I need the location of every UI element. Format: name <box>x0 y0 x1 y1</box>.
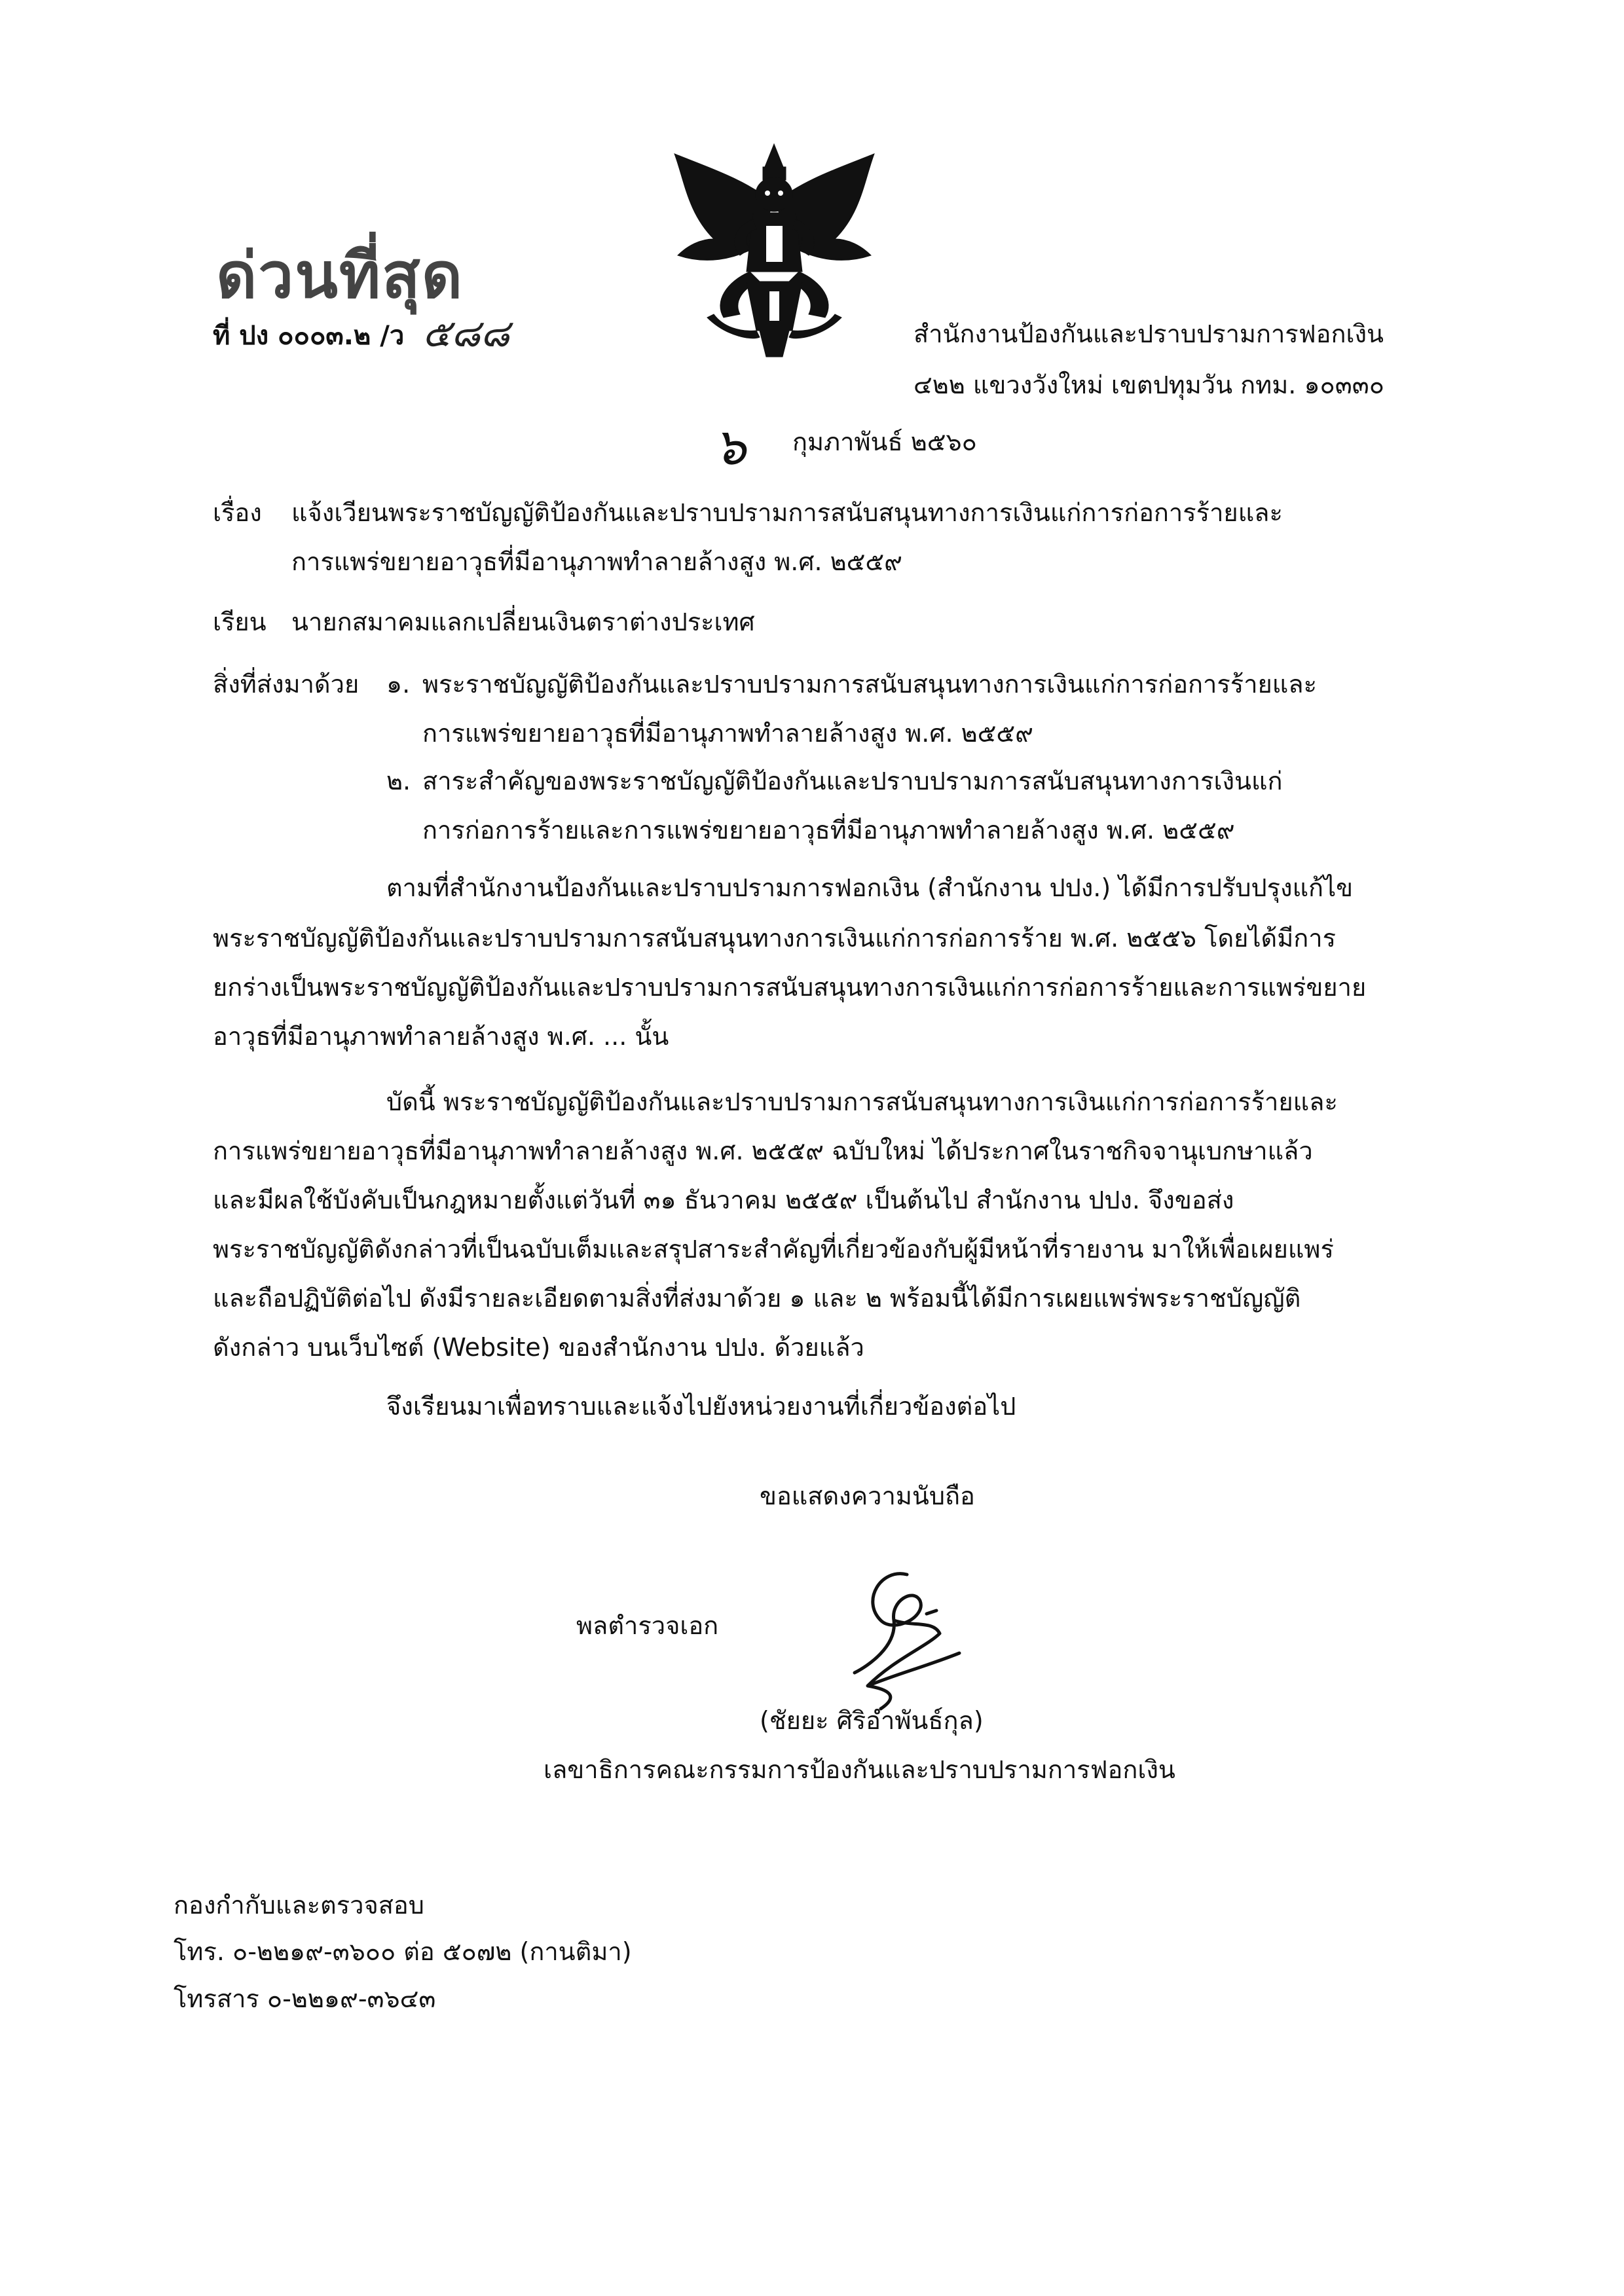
signatory-rank: พลตำรวจเอก <box>576 1611 719 1640</box>
closing-request: จึงเรียนมาเพื่อทราบและแจ้งไปยังหน่วยงานที่เกี่ยวข้องต่อไป <box>386 1392 1016 1421</box>
attachments-label: สิ่งที่ส่งมาด้วย <box>213 670 360 699</box>
signatory-name: (ชัยยะ ศิริอำพันธ์กุล) <box>760 1706 984 1735</box>
body-paragraph-line: อาวุธที่มีอานุภาพทำลายล้างสูง พ.ศ. ... นั้น <box>213 1022 669 1051</box>
body-paragraph-line: ตามที่สำนักงานป้องกันและปราบปรามการฟอกเงิน (สำนักงาน ปปง.) ได้มีการปรับปรุงแก้ไข <box>386 873 1354 902</box>
attachment-number: ๑. <box>386 670 411 699</box>
body-paragraph-line: ยกร่างเป็นพระราชบัญญัติป้องกันและปราบปรามการสนับสนุนทางการเงินแก่การก่อการร้ายและการแพร่ขยาย <box>213 973 1367 1002</box>
attachment-number: ๒. <box>386 767 411 795</box>
body-paragraph-line: การแพร่ขยายอาวุธที่มีอานุภาพทำลายล้างสูง พ.ศ. ๒๕๕๙ ฉบับใหม่ ได้ประกาศในราชกิจจานุเบกษาแล้ว <box>213 1137 1313 1165</box>
subject-line: แจ้งเวียนพระราชบัญญัติป้องกันและปราบปรามการสนับสนุนทางการเงินแก่การก่อการร้ายและ <box>291 498 1283 527</box>
handwritten-signature <box>828 1555 999 1725</box>
document-number: ที่ ปง ๐๐๐๓.๒ /ว <box>213 321 405 351</box>
attachment-line: พระราชบัญญัติป้องกันและปราบปรามการสนับสนุนทางการเงินแก่การก่อการร้ายและ <box>422 670 1317 699</box>
garuda-emblem-icon <box>661 141 887 363</box>
body-paragraph-line: และมีผลใช้บังคับเป็นกฎหมายตั้งแต่วันที่ ๓๑ ธันวาคม ๒๕๕๙ เป็นต้นไป สำนักงาน ปปง. จึงขอส่ง <box>213 1186 1234 1214</box>
recipient-value: นายกสมาคมแลกเปลี่ยนเงินตราต่างประเทศ <box>291 608 755 636</box>
date-day-handwritten: ๖ <box>714 418 747 477</box>
fax-number: โทรสาร ๐-๒๒๑๙-๓๖๔๓ <box>174 1984 436 2013</box>
recipient-label: เรียน <box>213 608 267 636</box>
body-paragraph-line: พระราชบัญญัติป้องกันและปราบปรามการสนับสนุนทางการเงินแก่การก่อการร้าย พ.ศ. ๒๕๕๖ โดยได้มีการ <box>213 924 1337 953</box>
body-paragraph-line: พระราชบัญญัติดังกล่าวที่เป็นฉบับเต็มและสรุปสาระสำคัญที่เกี่ยวข้องกับผู้มีหน้าที่รายงาน มาให้เพื่อเผยแพร่ <box>213 1235 1334 1264</box>
attachment-line: สาระสำคัญของพระราชบัญญัติป้องกันและปราบปรามการสนับสนุนทางการเงินแก่ <box>422 767 1283 795</box>
subject-line: การแพร่ขยายอาวุธที่มีอานุภาพทำลายล้างสูง พ.ศ. ๒๕๕๙ <box>291 547 903 576</box>
agency-address: ๔๒๒ แขวงวังใหม่ เขตปทุมวัน กทม. ๑๐๓๓๐ <box>913 371 1384 399</box>
body-paragraph-line: และถือปฏิบัติต่อไป ดังมีรายละเอียดตามสิ่งที่ส่งมาด้วย ๑ และ ๒ พร้อมนี้ได้มีการเผยแพร่พระราชบัญญัติ <box>213 1284 1301 1313</box>
body-paragraph-line: บัดนี้ พระราชบัญญัติป้องกันและปราบปรามการสนับสนุนทางการเงินแก่การก่อการร้ายและ <box>386 1087 1338 1116</box>
attachment-line: การแพร่ขยายอาวุธที่มีอานุภาพทำลายล้างสูง พ.ศ. ๒๕๕๙ <box>422 719 1034 748</box>
attachment-line: การก่อการร้ายและการแพร่ขยายอาวุธที่มีอานุภาพทำลายล้างสูง พ.ศ. ๒๕๕๙ <box>422 816 1235 845</box>
phone-number: โทร. ๐-๒๒๑๙-๓๖๐๐ ต่อ ๕๐๗๒ (กานติมา) <box>174 1937 632 1966</box>
document-number-handwritten: ๕๘๘ <box>422 311 510 355</box>
complimentary-close: ขอแสดงความนับถือ <box>760 1482 975 1510</box>
division-name: กองกำกับและตรวจสอบ <box>174 1891 424 1920</box>
urgency-heading: ด่วนที่สุด <box>216 239 464 312</box>
subject-label: เรื่อง <box>213 498 262 527</box>
agency-name: สำนักงานป้องกันและปราบปรามการฟอกเงิน <box>913 319 1384 348</box>
body-paragraph-line: ดังกล่าว บนเว็บไซต์ (Website) ของสำนักงาน ปปง. ด้วยแล้ว <box>213 1333 864 1362</box>
signatory-position: เลขาธิการคณะกรรมการป้องกันและปราบปรามการฟอกเงิน <box>544 1755 1175 1784</box>
letter-date: กุมภาพันธ์ ๒๕๖๐ <box>792 428 977 456</box>
